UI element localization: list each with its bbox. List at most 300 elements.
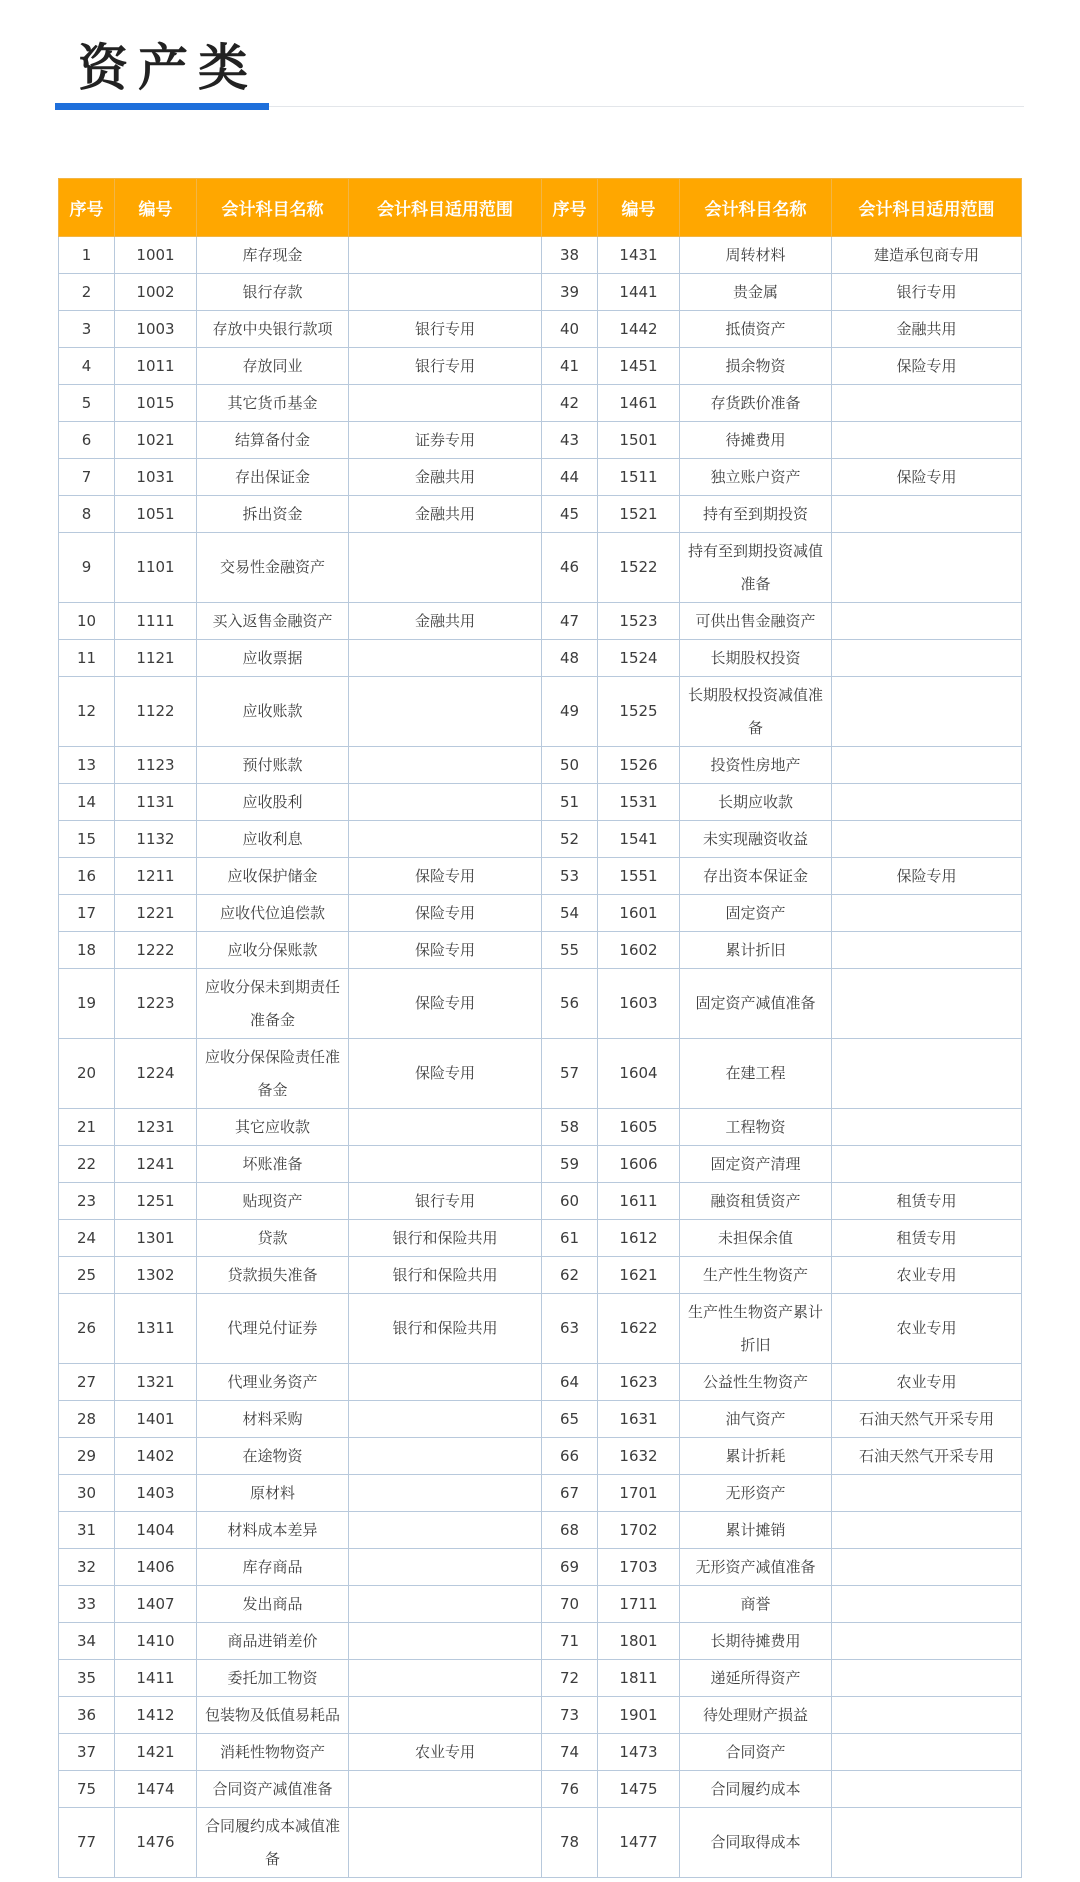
cell-name-left: 委托加工物资 (197, 1660, 349, 1697)
cell-seq-left: 9 (59, 533, 115, 603)
cell-code-left: 1015 (115, 385, 197, 422)
cell-code-right: 1811 (598, 1660, 680, 1697)
cell-seq-right: 70 (542, 1586, 598, 1623)
table-row (59, 1549, 1022, 1586)
table-row (59, 603, 1022, 640)
cell-seq-right: 63 (542, 1294, 598, 1364)
cell-code-right: 1711 (598, 1586, 680, 1623)
cell-scope-right (832, 496, 1022, 533)
cell-scope-left (349, 1146, 542, 1183)
cell-name-right: 固定资产减值准备 (680, 969, 832, 1039)
cell-code-right: 1473 (598, 1734, 680, 1771)
cell-code-left: 1132 (115, 821, 197, 858)
cell-name-right: 无形资产 (680, 1475, 832, 1512)
cell-name-left: 拆出资金 (197, 496, 349, 533)
cell-seq-left: 28 (59, 1401, 115, 1438)
table-row (59, 640, 1022, 677)
cell-seq-right: 44 (542, 459, 598, 496)
cell-name-left: 其它货币基金 (197, 385, 349, 422)
cell-seq-left: 21 (59, 1109, 115, 1146)
table-row (59, 1039, 1022, 1109)
header-seq-left: 序号 (59, 179, 115, 237)
cell-name-right: 合同资产 (680, 1734, 832, 1771)
cell-scope-left: 农业专用 (349, 1734, 542, 1771)
table-row (59, 969, 1022, 1039)
cell-name-left: 其它应收款 (197, 1109, 349, 1146)
cell-code-left: 1131 (115, 784, 197, 821)
cell-seq-left: 13 (59, 747, 115, 784)
cell-scope-right (832, 784, 1022, 821)
cell-name-left: 存出保证金 (197, 459, 349, 496)
cell-scope-right: 石油天然气开采专用 (832, 1401, 1022, 1438)
cell-name-right: 工程物资 (680, 1109, 832, 1146)
table-row (59, 1401, 1022, 1438)
cell-seq-left: 30 (59, 1475, 115, 1512)
table-row (59, 348, 1022, 385)
cell-scope-left (349, 237, 542, 274)
cell-scope-left: 保险专用 (349, 1039, 542, 1109)
cell-code-right: 1605 (598, 1109, 680, 1146)
cell-name-left: 包装物及低值易耗品 (197, 1697, 349, 1734)
cell-name-left: 应收分保未到期责任准备金 (197, 969, 349, 1039)
cell-code-right: 1702 (598, 1512, 680, 1549)
cell-code-left: 1011 (115, 348, 197, 385)
cell-code-right: 1611 (598, 1183, 680, 1220)
cell-name-left: 代理业务资产 (197, 1364, 349, 1401)
cell-scope-right (832, 385, 1022, 422)
cell-scope-left (349, 1623, 542, 1660)
cell-code-right: 1431 (598, 237, 680, 274)
cell-seq-right: 54 (542, 895, 598, 932)
table-row (59, 274, 1022, 311)
cell-name-right: 长期应收款 (680, 784, 832, 821)
cell-name-left: 坏账准备 (197, 1146, 349, 1183)
cell-scope-left (349, 1549, 542, 1586)
cell-seq-left: 18 (59, 932, 115, 969)
cell-scope-left (349, 677, 542, 747)
cell-scope-right: 金融共用 (832, 311, 1022, 348)
cell-code-right: 1522 (598, 533, 680, 603)
cell-name-right: 生产性生物资产 (680, 1257, 832, 1294)
cell-scope-right (832, 1039, 1022, 1109)
cell-name-right: 持有至到期投资减值准备 (680, 533, 832, 603)
cell-code-right: 1523 (598, 603, 680, 640)
table-row (59, 932, 1022, 969)
cell-seq-right: 76 (542, 1771, 598, 1808)
cell-seq-right: 72 (542, 1660, 598, 1697)
cell-seq-right: 59 (542, 1146, 598, 1183)
cell-code-right: 1531 (598, 784, 680, 821)
cell-code-left: 1412 (115, 1697, 197, 1734)
cell-code-left: 1003 (115, 311, 197, 348)
cell-code-right: 1451 (598, 348, 680, 385)
cell-code-right: 1525 (598, 677, 680, 747)
cell-code-right: 1524 (598, 640, 680, 677)
cell-seq-left: 1 (59, 237, 115, 274)
cell-seq-right: 43 (542, 422, 598, 459)
table-row (59, 1220, 1022, 1257)
cell-seq-left: 7 (59, 459, 115, 496)
cell-scope-right (832, 1512, 1022, 1549)
cell-seq-left: 17 (59, 895, 115, 932)
cell-seq-left: 36 (59, 1697, 115, 1734)
cell-scope-right: 保险专用 (832, 459, 1022, 496)
cell-seq-left: 19 (59, 969, 115, 1039)
cell-name-right: 融资租赁资产 (680, 1183, 832, 1220)
cell-seq-right: 53 (542, 858, 598, 895)
table-row (59, 1771, 1022, 1808)
table-row (59, 1697, 1022, 1734)
cell-name-left: 存放中央银行款项 (197, 311, 349, 348)
cell-name-right: 无形资产减值准备 (680, 1549, 832, 1586)
cell-scope-left (349, 1512, 542, 1549)
cell-seq-left: 29 (59, 1438, 115, 1475)
cell-code-right: 1601 (598, 895, 680, 932)
cell-seq-right: 73 (542, 1697, 598, 1734)
cell-code-right: 1461 (598, 385, 680, 422)
cell-scope-left: 银行和保险共用 (349, 1257, 542, 1294)
cell-code-left: 1401 (115, 1401, 197, 1438)
cell-name-right: 损余物资 (680, 348, 832, 385)
cell-name-left: 合同资产减值准备 (197, 1771, 349, 1808)
cell-scope-right (832, 747, 1022, 784)
cell-name-right: 独立账户资产 (680, 459, 832, 496)
cell-scope-left (349, 274, 542, 311)
table-row (59, 1146, 1022, 1183)
cell-name-right: 累计折旧 (680, 932, 832, 969)
cell-seq-right: 64 (542, 1364, 598, 1401)
cell-seq-left: 32 (59, 1549, 115, 1586)
cell-name-left: 材料采购 (197, 1401, 349, 1438)
cell-name-right: 长期股权投资 (680, 640, 832, 677)
cell-scope-left (349, 640, 542, 677)
cell-seq-left: 6 (59, 422, 115, 459)
cell-code-left: 1403 (115, 1475, 197, 1512)
cell-scope-right: 租赁专用 (832, 1183, 1022, 1220)
cell-name-right: 存出资本保证金 (680, 858, 832, 895)
cell-code-right: 1622 (598, 1294, 680, 1364)
cell-seq-left: 22 (59, 1146, 115, 1183)
cell-code-right: 1511 (598, 459, 680, 496)
cell-scope-left (349, 1109, 542, 1146)
cell-code-left: 1410 (115, 1623, 197, 1660)
cell-seq-left: 16 (59, 858, 115, 895)
cell-name-left: 代理兑付证券 (197, 1294, 349, 1364)
cell-seq-right: 78 (542, 1808, 598, 1878)
cell-code-left: 1224 (115, 1039, 197, 1109)
cell-code-left: 1404 (115, 1512, 197, 1549)
cell-code-right: 1477 (598, 1808, 680, 1878)
cell-seq-right: 40 (542, 311, 598, 348)
cell-name-right: 待处理财产损益 (680, 1697, 832, 1734)
cell-scope-left (349, 784, 542, 821)
cell-seq-left: 8 (59, 496, 115, 533)
cell-name-left: 应收利息 (197, 821, 349, 858)
cell-scope-left: 银行专用 (349, 1183, 542, 1220)
cell-seq-right: 62 (542, 1257, 598, 1294)
table-row (59, 858, 1022, 895)
cell-seq-right: 66 (542, 1438, 598, 1475)
cell-name-right: 递延所得资产 (680, 1660, 832, 1697)
cell-seq-left: 25 (59, 1257, 115, 1294)
cell-seq-right: 68 (542, 1512, 598, 1549)
table-row (59, 1109, 1022, 1146)
cell-name-left: 存放同业 (197, 348, 349, 385)
cell-scope-right: 农业专用 (832, 1364, 1022, 1401)
cell-name-right: 合同履约成本 (680, 1771, 832, 1808)
cell-code-left: 1002 (115, 274, 197, 311)
cell-scope-left (349, 1364, 542, 1401)
table-row (59, 1808, 1022, 1878)
table-row (59, 1183, 1022, 1220)
cell-scope-right: 银行专用 (832, 274, 1022, 311)
cell-seq-right: 55 (542, 932, 598, 969)
table-row (59, 311, 1022, 348)
cell-scope-right (832, 640, 1022, 677)
cell-name-right: 贵金属 (680, 274, 832, 311)
cell-code-left: 1121 (115, 640, 197, 677)
cell-code-left: 1223 (115, 969, 197, 1039)
cell-name-left: 材料成本差异 (197, 1512, 349, 1549)
cell-seq-left: 35 (59, 1660, 115, 1697)
cell-scope-left (349, 1808, 542, 1878)
cell-scope-left: 金融共用 (349, 603, 542, 640)
cell-scope-right (832, 603, 1022, 640)
cell-code-right: 1541 (598, 821, 680, 858)
cell-name-right: 公益性生物资产 (680, 1364, 832, 1401)
table-row (59, 1257, 1022, 1294)
table-header-row (59, 179, 1022, 237)
cell-seq-right: 47 (542, 603, 598, 640)
cell-scope-right (832, 1623, 1022, 1660)
table-row (59, 385, 1022, 422)
table-row (59, 459, 1022, 496)
table-row (59, 1623, 1022, 1660)
cell-code-right: 1441 (598, 274, 680, 311)
cell-name-right: 长期股权投资减值准备 (680, 677, 832, 747)
cell-scope-left (349, 533, 542, 603)
cell-name-left: 应收账款 (197, 677, 349, 747)
cell-seq-right: 57 (542, 1039, 598, 1109)
table-row (59, 1512, 1022, 1549)
cell-seq-right: 48 (542, 640, 598, 677)
cell-code-right: 1521 (598, 496, 680, 533)
cell-code-left: 1476 (115, 1808, 197, 1878)
cell-scope-left (349, 1586, 542, 1623)
cell-seq-left: 37 (59, 1734, 115, 1771)
cell-code-left: 1421 (115, 1734, 197, 1771)
cell-scope-left: 保险专用 (349, 858, 542, 895)
header-code-right: 编号 (598, 179, 680, 237)
cell-code-left: 1211 (115, 858, 197, 895)
cell-seq-right: 38 (542, 237, 598, 274)
cell-seq-left: 15 (59, 821, 115, 858)
cell-code-left: 1111 (115, 603, 197, 640)
cell-name-right: 累计摊销 (680, 1512, 832, 1549)
cell-seq-left: 3 (59, 311, 115, 348)
cell-seq-right: 61 (542, 1220, 598, 1257)
cell-scope-right: 保险专用 (832, 348, 1022, 385)
header-name-left: 会计科目名称 (197, 179, 349, 237)
cell-scope-right: 保险专用 (832, 858, 1022, 895)
cell-name-right: 抵债资产 (680, 311, 832, 348)
cell-name-left: 应收票据 (197, 640, 349, 677)
cell-name-right: 周转材料 (680, 237, 832, 274)
cell-name-left: 应收股利 (197, 784, 349, 821)
cell-seq-right: 58 (542, 1109, 598, 1146)
table-row (59, 895, 1022, 932)
cell-seq-right: 52 (542, 821, 598, 858)
cell-scope-left (349, 821, 542, 858)
cell-code-right: 1602 (598, 932, 680, 969)
cell-scope-right (832, 1586, 1022, 1623)
cell-name-left: 贷款损失准备 (197, 1257, 349, 1294)
cell-name-left: 在途物资 (197, 1438, 349, 1475)
cell-code-right: 1621 (598, 1257, 680, 1294)
cell-seq-right: 46 (542, 533, 598, 603)
cell-code-left: 1301 (115, 1220, 197, 1257)
cell-name-right: 商誉 (680, 1586, 832, 1623)
table-row (59, 1660, 1022, 1697)
cell-name-left: 贴现资产 (197, 1183, 349, 1220)
cell-scope-right (832, 1660, 1022, 1697)
cell-seq-right: 69 (542, 1549, 598, 1586)
cell-scope-left (349, 385, 542, 422)
cell-name-right: 投资性房地产 (680, 747, 832, 784)
cell-name-left: 交易性金融资产 (197, 533, 349, 603)
cell-scope-right (832, 969, 1022, 1039)
cell-name-left: 应收分保保险责任准备金 (197, 1039, 349, 1109)
cell-name-right: 可供出售金融资产 (680, 603, 832, 640)
page-title: 资产类 (78, 39, 258, 97)
cell-name-right: 长期待摊费用 (680, 1623, 832, 1660)
cell-seq-left: 10 (59, 603, 115, 640)
cell-seq-left: 14 (59, 784, 115, 821)
cell-scope-right (832, 1771, 1022, 1808)
cell-scope-left: 银行和保险共用 (349, 1294, 542, 1364)
cell-seq-left: 26 (59, 1294, 115, 1364)
cell-scope-right: 农业专用 (832, 1294, 1022, 1364)
table-row (59, 237, 1022, 274)
cell-code-right: 1526 (598, 747, 680, 784)
cell-seq-left: 75 (59, 1771, 115, 1808)
cell-code-left: 1123 (115, 747, 197, 784)
cell-scope-left: 银行专用 (349, 348, 542, 385)
cell-code-right: 1603 (598, 969, 680, 1039)
cell-scope-left (349, 1475, 542, 1512)
cell-seq-right: 56 (542, 969, 598, 1039)
cell-name-right: 固定资产清理 (680, 1146, 832, 1183)
cell-scope-right (832, 932, 1022, 969)
cell-seq-left: 4 (59, 348, 115, 385)
header-name-right: 会计科目名称 (680, 179, 832, 237)
cell-scope-right (832, 422, 1022, 459)
cell-seq-left: 5 (59, 385, 115, 422)
cell-name-right: 固定资产 (680, 895, 832, 932)
cell-code-left: 1311 (115, 1294, 197, 1364)
cell-scope-left: 保险专用 (349, 932, 542, 969)
cell-code-right: 1501 (598, 422, 680, 459)
cell-code-right: 1551 (598, 858, 680, 895)
cell-scope-right (832, 1549, 1022, 1586)
asset-accounts-table (58, 178, 1022, 1878)
cell-scope-left: 银行专用 (349, 311, 542, 348)
cell-scope-right (832, 677, 1022, 747)
cell-code-left: 1302 (115, 1257, 197, 1294)
cell-code-right: 1606 (598, 1146, 680, 1183)
cell-seq-left: 27 (59, 1364, 115, 1401)
cell-name-right: 累计折耗 (680, 1438, 832, 1475)
cell-name-right: 持有至到期投资 (680, 496, 832, 533)
cell-seq-right: 50 (542, 747, 598, 784)
cell-scope-left: 保险专用 (349, 969, 542, 1039)
cell-code-right: 1631 (598, 1401, 680, 1438)
cell-seq-left: 2 (59, 274, 115, 311)
cell-code-right: 1604 (598, 1039, 680, 1109)
table-row (59, 1475, 1022, 1512)
table-row (59, 1294, 1022, 1364)
table-row (59, 422, 1022, 459)
cell-code-left: 1222 (115, 932, 197, 969)
cell-code-left: 1411 (115, 1660, 197, 1697)
cell-name-right: 生产性生物资产累计折旧 (680, 1294, 832, 1364)
cell-scope-right (832, 533, 1022, 603)
cell-code-right: 1801 (598, 1623, 680, 1660)
cell-name-right: 未实现融资收益 (680, 821, 832, 858)
cell-scope-left (349, 1438, 542, 1475)
cell-code-left: 1321 (115, 1364, 197, 1401)
cell-name-left: 应收保护储金 (197, 858, 349, 895)
cell-seq-right: 45 (542, 496, 598, 533)
cell-seq-right: 67 (542, 1475, 598, 1512)
cell-code-left: 1001 (115, 237, 197, 274)
cell-seq-right: 71 (542, 1623, 598, 1660)
cell-code-left: 1221 (115, 895, 197, 932)
cell-seq-left: 12 (59, 677, 115, 747)
cell-code-left: 1122 (115, 677, 197, 747)
cell-code-right: 1901 (598, 1697, 680, 1734)
table-row (59, 784, 1022, 821)
cell-seq-right: 51 (542, 784, 598, 821)
cell-scope-right: 农业专用 (832, 1257, 1022, 1294)
cell-name-left: 库存商品 (197, 1549, 349, 1586)
table-row (59, 1586, 1022, 1623)
cell-scope-right (832, 1734, 1022, 1771)
table-row (59, 747, 1022, 784)
cell-seq-left: 20 (59, 1039, 115, 1109)
cell-code-left: 1406 (115, 1549, 197, 1586)
cell-code-left: 1021 (115, 422, 197, 459)
cell-scope-left (349, 747, 542, 784)
cell-seq-left: 11 (59, 640, 115, 677)
cell-name-left: 商品进销差价 (197, 1623, 349, 1660)
header-seq-right: 序号 (542, 179, 598, 237)
cell-scope-right (832, 1146, 1022, 1183)
cell-scope-right (832, 1697, 1022, 1734)
cell-seq-left: 77 (59, 1808, 115, 1878)
cell-code-right: 1703 (598, 1549, 680, 1586)
cell-name-left: 应收代位追偿款 (197, 895, 349, 932)
cell-scope-left (349, 1771, 542, 1808)
cell-name-left: 银行存款 (197, 274, 349, 311)
cell-scope-right: 石油天然气开采专用 (832, 1438, 1022, 1475)
cell-name-left: 库存现金 (197, 237, 349, 274)
table-row (59, 533, 1022, 603)
cell-seq-left: 24 (59, 1220, 115, 1257)
cell-code-left: 1231 (115, 1109, 197, 1146)
table-row (59, 1438, 1022, 1475)
cell-code-right: 1475 (598, 1771, 680, 1808)
